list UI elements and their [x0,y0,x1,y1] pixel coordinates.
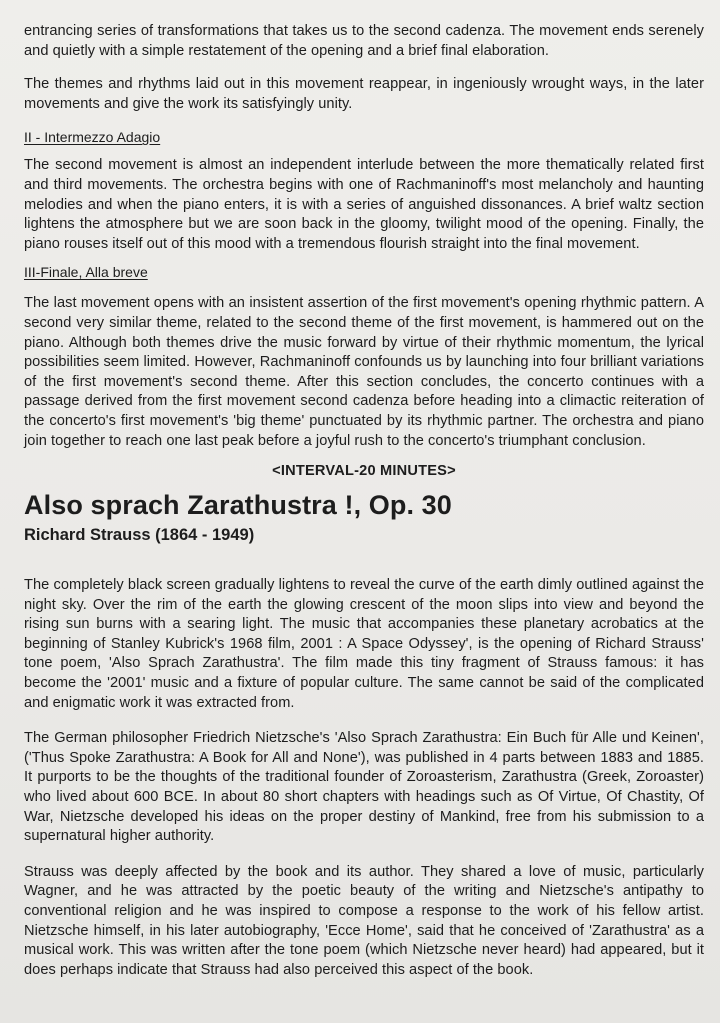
interval-notice: <INTERVAL-20 MINUTES> [272,463,456,480]
movement-3-text: The last movement opens with an insistent assertion of the first movement's opening rhythmic pattern. A second very similar theme, related to the second theme of the first movement, is hammered out on the piano. Although both themes drive the music forward by virtue of their rhythmic momentum, the lyrical possibilities seem limited. However, Rachmaninoff confounds us by launching into four brilliant variations of the first movement's second theme. After this section concludes, the concerto continues with a passage derived from the first movement second cadenza before heading into a climactic reiteration of the concerto's first movement's 'big theme' punctuated by its rhythmic partner. The orchestra and piano join together to reach one last peak before a joyful rush to the concerto's triumphant conclusion. [24,295,704,449]
movement-2-text: The second movement is almost an independent interlude between the more thematically related first and third movements. The orchestra begins with one of Rachmaninoff's most melancholy and haunting melodies and when the piano enters, it is with a series of anguished dissonances. A brief waltz section lightens the atmosphere but we are soon back in the gloomy, twilight mood of the opening. Finally, the piano rouses itself out of this mood with a tremendous flourish straight into the final movement. [24,157,704,252]
movement-3-heading: III-Finale, Alla breve [24,264,148,281]
movement-2-heading: II - Intermezzo Adagio [24,129,161,146]
piece-paragraph-1: The completely black screen gradually lightens to reveal the curve of the earth dimly outlined against the night sky. Over the rim of the earth the glowing crescent of the moon slips into view and beyond the rising sun burns with a searing light. The music that accompanies these planetary acrobatics at the beginning of Stanley Kubrick's 1968 film, 2001 : A Space Odyssey', is the opening of Richard Strauss' tone poem, 'Also Sprach Zarathustra'. The film made this tiny fragment of Strauss famous: it has become the '2001' music and a fixture of popular culture. The same cannot be said of the complicated and enigmatic work it was extracted from. [24,577,704,711]
piece-paragraph-3: Strauss was deeply affected by the book and its author. They shared a love of music, particularly Wagner, and he was attracted by the poetic beauty of the writing and Nietzsche's antipathy to conventional religion and he was inspired to compose a response to the work of his fellow artist. Nietzsche himself, in his later autobiography, 'Ecce Home', said that he conceived of 'Zarathustra' as a musical work. This was written after the tone poem (which Nietzsche never heard) had appeared, but it does perhaps indicate that Strauss had also perceived this aspect of the book. [24,863,704,978]
piece-title: Also sprach Zarathustra !, Op. 30 [24,490,452,521]
piece-paragraph-2: The German philosopher Friedrich Nietzsche's 'Also Sprach Zarathustra: Ein Buch für Alle und Keinen', ('Thus Spoke Zarathustra: A Book for All and None'), was published in 4 parts between 1883 and 1885. It purports to be the thoughts of the traditional founder of Zoroasterism, Zarathustra (Greek, Zoroaster) who lived about 600 BCE. In about 80 short chapters with headings such as Of Virtue, Of Chastity, Of War, Nietzsche developed his ideas on the proper destiny of Mankind, free from his submission to a supernatural higher authority. [24,730,704,845]
intro-paragraph-2: The themes and rhythms laid out in this movement reappear, in ingeniously wrought ways, in the later movements and give the work its satisfyingly unity. [24,76,704,112]
intro-paragraph-1: entrancing series of transformations that takes us to the second cadenza. The movement ends serenely and quietly with a simple restatement of the opening and a brief final elaboration. [24,23,704,59]
composer-name: Richard Strauss (1864 - 1949) [24,526,255,545]
